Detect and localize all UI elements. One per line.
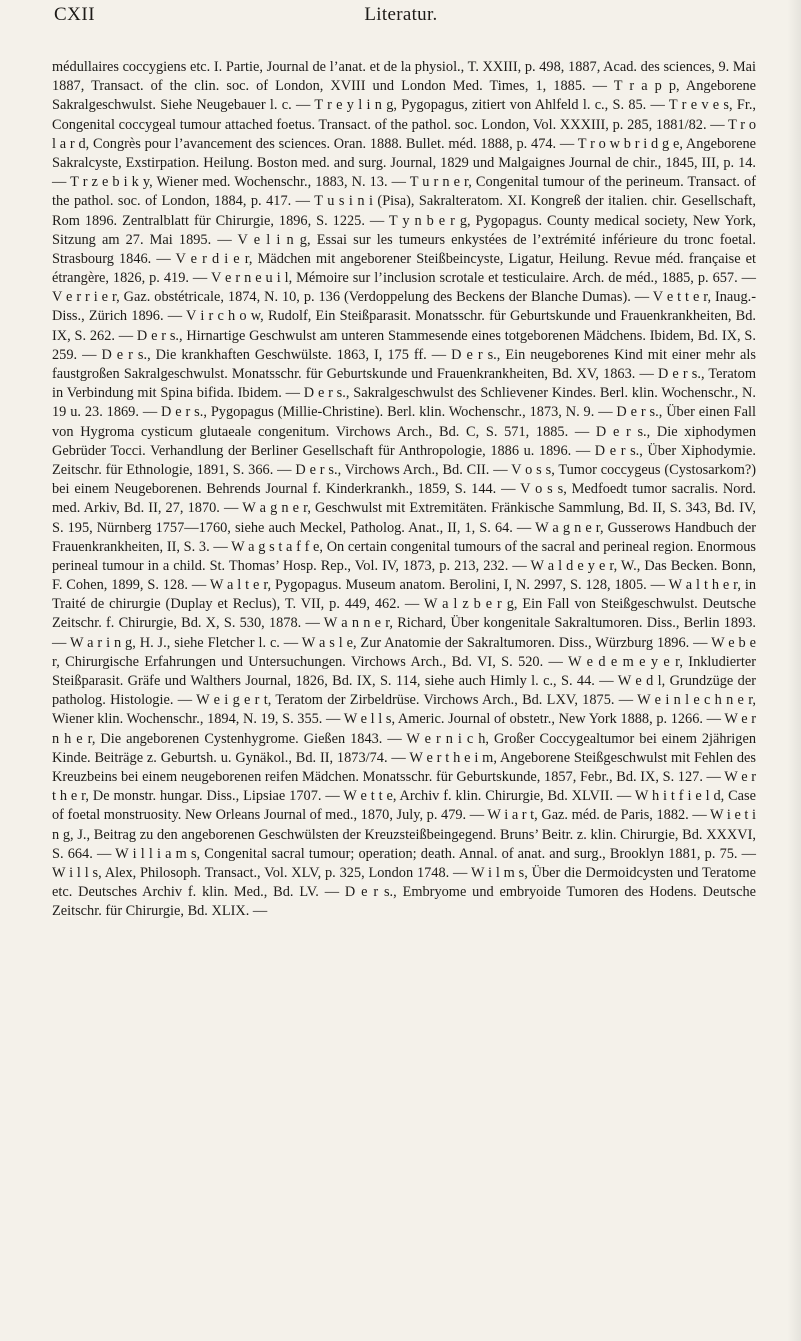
page-header — [54, 4, 748, 34]
bibliography-text: médullaires coccygiens etc. I. Partie, Journal de l’anat. et de la physiol., T. XXIII, p. 498, 1887, Acad. des sciences, 9. Mai 1887, Transact. of the clin. soc. of London, XVIII und London Med. Times, 1, 1885. — T r a p p, Angeborene Sakralgeschwulst. Siehe Neugebauer l. c. — T r e y l i n g, Pygopagus, zitiert von Ahlfeld l. c., S. 85. — T r e v e s, Fr., Congenital coccygeal tumour attached foetus. Transact. of the pathol. soc. London, Vol. XXXIII, p. 285, 1881/82. — T r o l a r d, Congrès pour l’avancement des sciences. Oran. 1888. Bullet. méd. 1888, p. 474. — T r o w b r i d g e, Angeborene Sakralcyste, Exstirpation. Heilung. Boston med. and surg. Journal, 1829 und Malgaignes Journal de chir., 1845, III, p. 14. — T r z e b i k y, Wiener med. Wochenschr., 1883, N. 13. — T u r n e r, Congenital tumour of the perineum. Transact. of the pathol. soc. of London, 1884, p. 417. — T u s i n i (Pisa), Sakralteratom. XI. Kongreß der italien. chir. Gesellschaft, Rom 1896. Zentralblatt für Chirurgie, 1896, S. 1225. — T y n b e r g, Pygopagus. County medical society, New York, Sitzung am 27. Mai 1895. — V e l i n g, Essai sur les tumeurs enkystées de l’extrémité inférieure du tronc foetal. Strasbourg 1846. — V e r d i e r, Mädchen mit angeborener Steißbeincyste, Ligatur, Heilung. Revue méd. française et étrangère, 1826, p. 419. — V e r n e u i l, Mémoire sur l’inclusion scrotale et testiculaire. Arch. de méd., 1885, p. 657. — V e r r i e r, Gaz. obstétricale, 1874, N. 10, p. 136 (Verdoppelung des Beckens der Blanche Dumas). — V e t t e r, Inaug.-Diss., Zürich 1896. — V i r c h o w, Rudolf, Ein Steißparasit. Monatsschr. für Geburtskunde und Frauenkrankheiten, Bd. IX, S. 262. — D e r s., Hirnartige Geschwulst am unteren Stammesende eines totgeborenen Mädchens. Ibidem, Bd. IX, S. 259. — D e r s., Die krankhaften Geschwülste. 1863, I, 175 ff. — D e r s., Ein neugeborenes Kind mit einer mehr als faustgroßen Sakralgeschwulst. Monatsschr. für Geburtskunde und Frauenkrankheiten, Bd. XV, 1863. — D e r s., Teratom in Verbindung mit Spina bifida. Ibidem. — D e r s., Sakralgeschwulst des Schlievener Kindes. Berl. klin. Wochenschr., N. 19 u. 23. 1869. — D e r s., Pygopagus (Millie-Christine). Berl. klin. Wochenschr., 1873, N. 9. — D e r s., Über einen Fall von Hygroma cysticum glutaeale congenitum. Virchows Arch., Bd. C, S. 571, 1885. — D e r s., Die xiphodymen Gebrüder Tocci. Verhandlung der Berliner Gesellschaft für Anthropologie, 1886 u. 1896. — D e r s., Über Xiphodymie. Zeitschr. für Ethnologie, 1891, S. 366. — D e r s., Virchows Arch., Bd. CII. — V o s s, Tumor coccygeus (Cystosarkom?) bei einem Neugeborenen. Behrends Journal f. Kinderkrankh., 1859, S. 144. — V o s s, Medfoedt tumor sacralis. Nord. med. Arkiv, Bd. II, 27, 1870. — W a g n e r, Geschwulst mit Extremitäten. Fränkische Sammlung, Bd. II, S. 343, Bd. IV, S. 195, Nürnberg 1757—1760, siehe auch Meckel, Patholog. Anat., II, 1, S. 64. — W a g n e r, Gusserows Handbuch der Frauenkrankheiten, II, S. 3. — W a g s t a f f e, On certain congenital tumours of the sacral and perineal region. Enormous perineal tumour in a child. St. Thomas’ Hosp. Rep., Vol. IV, 1873, p. 213, 232. — W a l d e y e r, W., Das Becken. Bonn, F. Cohen, 1899, S. 128. — W a l t e r, Pygopagus. Museum anatom. Berolini, I, N. 2997, S. 128, 1805. — W a l t h e r, in Traité de chirurgie (Duplay et Reclus), T. VII, p. 449, 462. — W a l z b e r g, Ein Fall von Steißgeschwulst. Deutsche Zeitschr. f. Chirurgie, Bd. X, S. 530, 1878. — W a n n e r, Richard, Über kongenitale Sakraltumoren. Diss., Berlin 1893. — W a r i n g, H. J., siehe Fletcher l. c. — W a s l e, Zur Anatomie der Sakraltumoren. Diss., Würzburg 1896. — W e b e r, Chirurgische Erfahrungen und Untersuchungen. Virchows Arch., Bd. VI, S. 520. — W e d e m e y e r, Inkludierter Steißparasit. Gräfe und Walthers Journal, 1826, Bd. IX, S. 114, siehe auch Himly l. c., S. 44. — W e d l, Grundzüge der patholog. Histologie. — W e i g e r t, Teratom der Zirbeldrüse. Virchows Arch., Bd. LXV, 1875. — W e i n l e c h n e r, Wiener klin. Wochenschr., 1894, N. 19, S. 355. — W e l l s, Americ. Journal of obstetr., New York 1888, p. 1266. — W e r n h e r, Die angeborenen Cystenhygrome. Gießen 1843. — W e r n i c h, Großer Coccygealtumor bei einem 2jährigen Kinde. Beiträge z. Geburtsh. u. Gynäkol., Bd. II, 1873/74. — W e r t h e i m, Angeborene Steißgeschwulst mit Fehlen des Kreuzbeins bei einem neugeborenen reifen Mädchen. Monatsschr. für Geburtskunde, 1857, Febr., Bd. IX, S. 127. — W e r t h e r, De monstr. hungar. Diss., Lipsiae 1707. — W e t t e, Archiv f. klin. Chirurgie, Bd. XLVII. — W h i t f i e l d, Case of foetal monstruosity. New Orleans Journal of med., 1870, July, p. 479. — W i a r t, Gaz. méd. de Paris, 1882. — W i e t i n g, J., Beitrag zu den angeborenen Geschwülsten der Kreuzsteißbeingegend. Bruns’ Beitr. z. klin. Chirurgie, Bd. XXXVI, S. 664. — W i l l i a m s, Congenital sacral tumour; operation; death. Annal. of anat. and surg., Brooklyn 1881, p. 75. — W i l l s, Alex, Philosoph. Transact., Vol. XLV, p. 325, London 1748. — W i l m s, Über die Dermoidcysten und Teratome etc. Deutsches Archiv f. klin. Med., Bd. LV. — D e r s., Embryome und embryoide Tumoren des Hodens. Deutsche Zeitschr. für Chirurgie, Bd. XLIX. — — [52, 59, 756, 920]
page-number: CXII — [54, 4, 96, 25]
running-title: Literatur. — [364, 4, 438, 25]
page-edge-shadow — [787, 0, 801, 1341]
